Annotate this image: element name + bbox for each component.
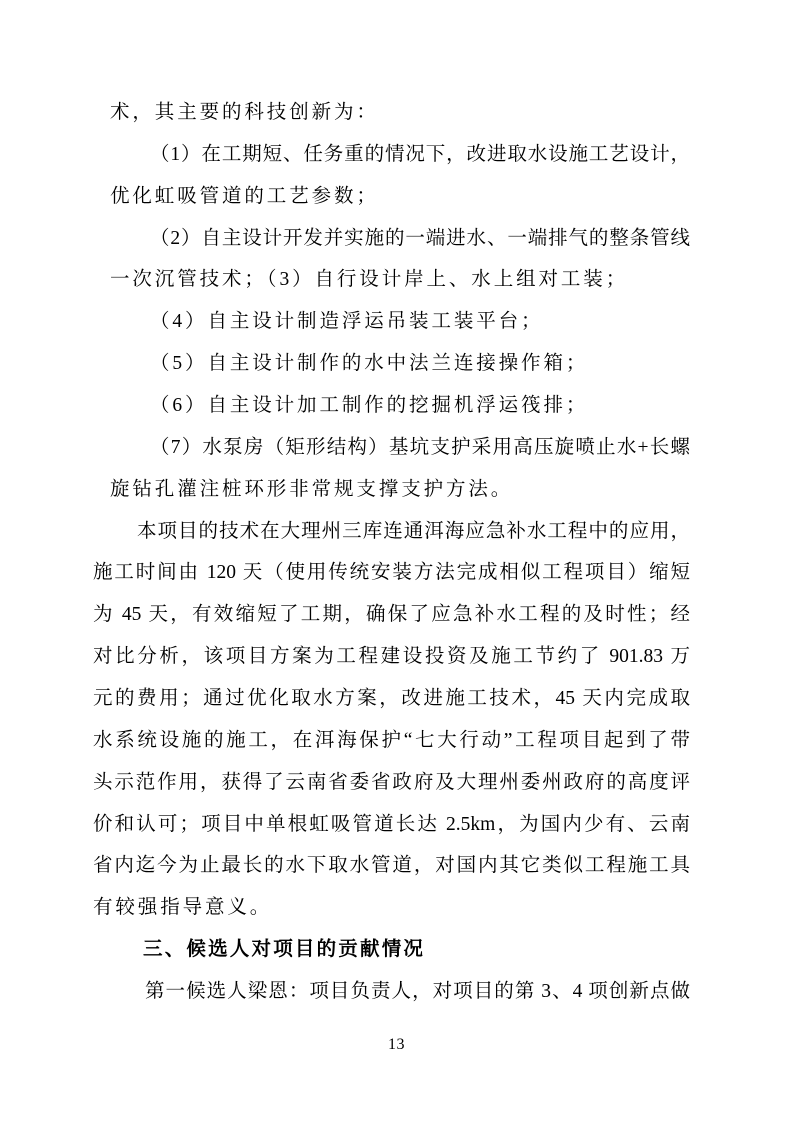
text-line: 为 45 天，有效缩短了工期，确保了应急补水工程的及时性；经 (93, 604, 690, 626)
text-line: （6）自主设计加工制作的挖掘机浮运筏排； (150, 395, 589, 417)
text-line: 对比分析，该项目方案为工程建设投资及施工节约了 901.83 万 (93, 646, 690, 668)
text-line: 本项目的技术在大理州三库连通洱海应急补水工程中的应用， (137, 520, 690, 542)
text-line: 元的费用；通过优化取水方案，改进施工技术，45 天内完成取 (93, 688, 690, 710)
section-heading: 三、候选人对项目的贡献情况 (143, 939, 426, 961)
text-line: 术，其主要的科技创新为： (110, 102, 379, 123)
text-line: 第一候选人梁恩：项目负责人，对项目的第 3、4 项创新点做 (145, 981, 690, 1003)
text-line: 有较强指导意义。 (93, 897, 273, 919)
text-line: 施工时间由 120 天（使用传统安装方法完成相似工程项目）缩短 (93, 562, 690, 584)
text-line: 旋钻孔灌注桩环形非常规支撑支护方法。 (110, 478, 514, 500)
text-line: 水系统设施的施工，在洱海保护“七大行动”工程项目起到了带 (93, 729, 690, 751)
text-line: 价和认可；项目中单根虹吸管道长达 2.5km，为国内少有、云南 (93, 813, 690, 835)
text-line: 优化虹吸管道的工艺参数； (110, 185, 379, 207)
text-line: （1）在工期短、任务重的情况下，改进取水设施工艺设计， (150, 143, 690, 165)
text-line: 一次沉管技术；（3）自行设计岸上、水上组对工装； (110, 269, 629, 291)
text-block (93, 92, 690, 1013)
text-line: 省内迄今为止最长的水下取水管道，对国内其它类似工程施工具 (93, 855, 690, 877)
page-number: 13 (388, 1036, 405, 1053)
text-line: （2）自主设计开发并实施的一端进水、一端排气的整条管线 (150, 227, 690, 249)
text-line: （7）水泵房（矩形结构）基坑支护采用高压旋喷止水+长螺 (150, 436, 690, 458)
text-line: 头示范作用，获得了云南省委省政府及大理州委州政府的高度评 (93, 771, 690, 793)
text-line: （5）自主设计制作的水中法兰连接操作箱； (150, 353, 589, 375)
text-line: （4）自主设计制造浮运吊装工装平台； (150, 311, 544, 333)
